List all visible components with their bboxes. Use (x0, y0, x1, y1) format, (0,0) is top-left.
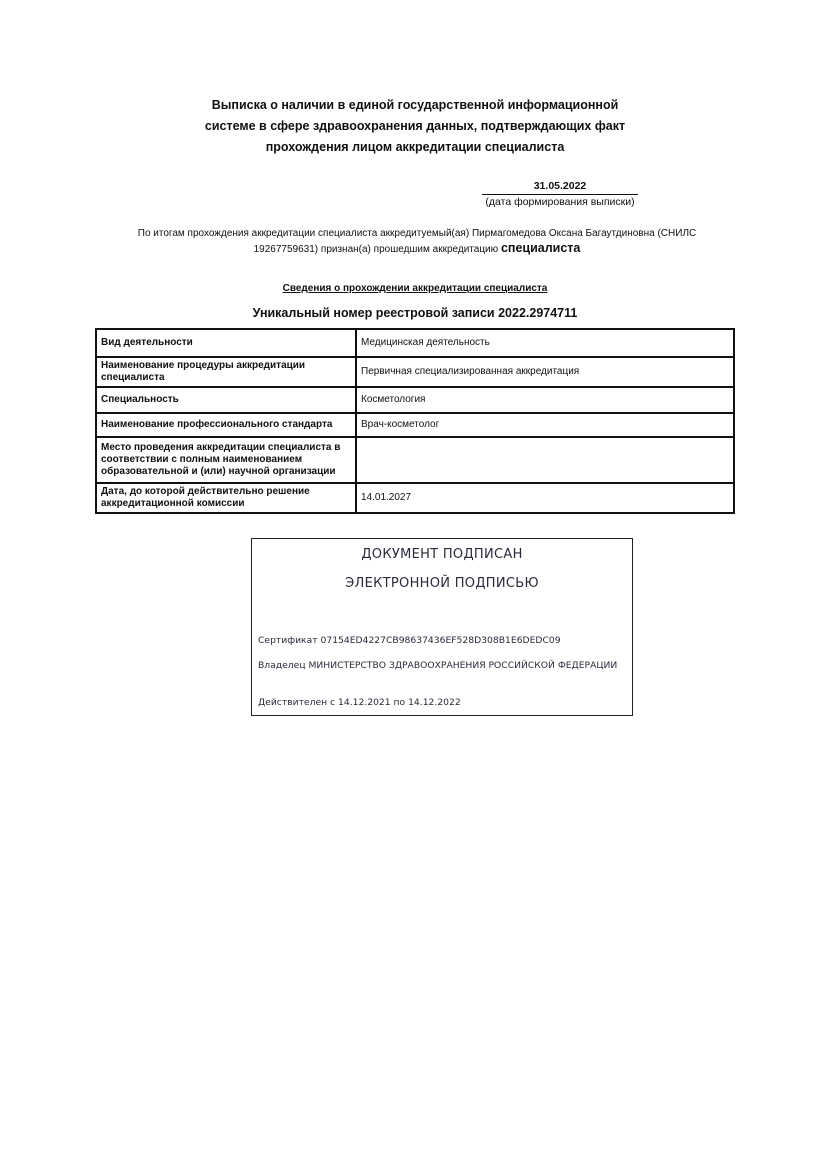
intro-paragraph (112, 226, 722, 257)
intro-strong: специалиста (500, 241, 581, 255)
table-row (96, 329, 734, 357)
title-line: прохождения лицом аккредитации специалиста (265, 140, 565, 154)
table-row (96, 357, 734, 387)
title-line: Выписка о наличии в единой государственной информационной (211, 98, 619, 112)
title-line: системе в сфере здравоохранения данных, подтверждающих факт (204, 119, 626, 133)
table-label: Вид деятельности (96, 329, 356, 357)
issue-date: 31.05.2022 (482, 180, 638, 195)
table-label: Место проведения аккредитации специалиста в соответствии с полным наименованием образовательной и (или) научной организации (96, 437, 356, 483)
stamp-owner: Владелец МИНИСТЕРСТВО ЗДРАВООХРАНЕНИЯ РОССИЙСКОЙ ФЕДЕРАЦИИ (258, 660, 618, 671)
table-label: Наименование процедуры аккредитации специалиста (96, 357, 356, 387)
table-label: Дата, до которой действительно решение аккредитационной комиссии (96, 483, 356, 513)
date-block (482, 180, 638, 209)
registry-number: Уникальный номер реестровой записи 2022.2974711 (252, 306, 578, 320)
table-value: Врач-косметолог (356, 413, 734, 437)
section-title: Сведения о прохождении аккредитации специалиста (282, 283, 548, 294)
table-value (356, 437, 734, 483)
table-value: Косметология (356, 387, 734, 413)
issue-date-caption: (дата формирования выписки) (485, 196, 635, 208)
stamp-valid: Действителен с 14.12.2021 по 14.12.2022 (258, 697, 461, 708)
accreditation-table (95, 328, 735, 514)
stamp-certificate: Сертификат 07154ED4227CB98637436EF528D308B1E6DEDC09 (258, 635, 561, 646)
document-title (150, 95, 680, 158)
stamp-title-line2: ЭЛЕКТРОННОЙ ПОДПИСЬЮ (345, 576, 539, 591)
table-label: Специальность (96, 387, 356, 413)
table-label: Наименование профессионального стандарта (96, 413, 356, 437)
table-row (96, 483, 734, 513)
table-row (96, 437, 734, 483)
table-row (96, 387, 734, 413)
stamp-title-line1: ДОКУМЕНТ ПОДПИСАН (361, 547, 523, 562)
table-value: Медицинская деятельность (356, 329, 734, 357)
table-row (96, 413, 734, 437)
table-value: 14.01.2027 (356, 483, 734, 513)
electronic-signature-stamp (251, 538, 633, 716)
table-value: Первичная специализированная аккредитация (356, 357, 734, 387)
intro-text: По итогам прохождения аккредитации специалиста аккредитуемый(ая) Пирмагомедова Оксана Багаутдиновна (СНИЛС 19267759631) признан(а) прошедшим аккредитацию (137, 228, 697, 255)
